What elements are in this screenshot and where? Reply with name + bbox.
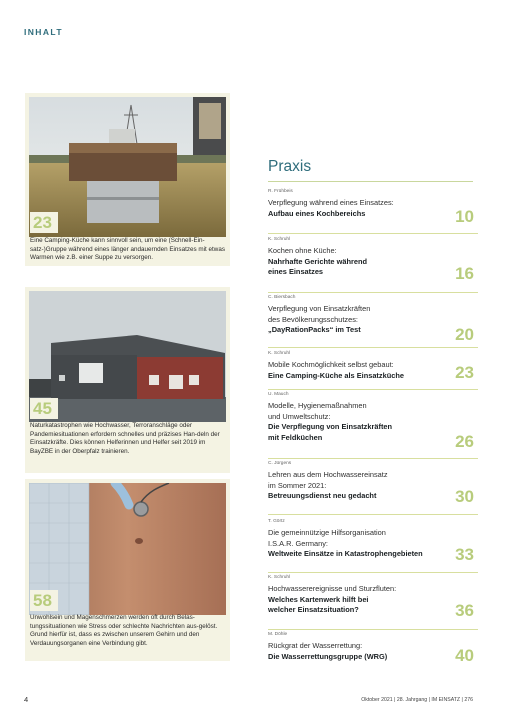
toc-title-line: und Umweltschutz: xyxy=(268,411,331,421)
toc-divider xyxy=(268,514,478,515)
panel-caption: Eine Camping-Küche kann sinnvoll sein, um eine (Schnell-Ein-satz-)Gruppe während eines länger andauernden Einsatzes mit etwas Warmen wie z.B. einer Suppe zu versorgen. xyxy=(30,237,225,262)
toc-page-number: 26 xyxy=(455,432,474,451)
toc-page-number: 16 xyxy=(455,264,474,283)
feature-panel-stomach-health xyxy=(25,479,230,661)
panel-page-number: 58 xyxy=(30,590,58,611)
section-header-label: INHALT xyxy=(24,27,63,37)
toc-subtitle-line: welcher Einsatzsituation? xyxy=(268,605,359,614)
toc-entry[interactable] xyxy=(268,295,478,353)
toc-title xyxy=(268,360,443,381)
toc-author: C. Biersbach xyxy=(268,295,296,300)
toc-subtitle-line: Nahrhafte Gerichte während xyxy=(268,256,367,266)
toc-subtitle-line: mit Feldküchen xyxy=(268,432,323,442)
toc-page-number: 20 xyxy=(455,325,474,344)
footer-page-number: 4 xyxy=(24,695,29,704)
toc-title-line: Verpflegung während eines Einsatzes: xyxy=(268,198,394,207)
toc-page-number: 23 xyxy=(455,363,474,382)
toc-divider xyxy=(268,572,478,573)
toc-divider xyxy=(268,458,478,459)
feature-panel-camping-kitchen xyxy=(25,93,230,266)
footer-issue-info: Oktober 2021 | 28. Jahrgang | IM EINSATZ | 276 xyxy=(361,697,473,703)
panel-caption: Naturkatastrophen wie Hochwasser, Terroranschläge oder Pandemiesituationen erfordern schnelles und präzises Han-deln der Einsatzkräfte. Dies können Helferinnen und Helfer seit 2019 im BayZBE in der Oberpfalz trainieren. xyxy=(30,422,220,455)
toc-divider xyxy=(268,389,478,390)
toc-title-line: Kochen ohne Küche: xyxy=(268,246,337,255)
toc-entry[interactable] xyxy=(268,237,478,295)
toc-title-line: Lehren aus dem Hochwassereinsatz xyxy=(268,470,388,479)
toc-page-number: 10 xyxy=(455,207,474,226)
toc-author: M. Döhle xyxy=(268,632,288,637)
panel-page-number: 23 xyxy=(30,212,58,233)
toc-title xyxy=(268,401,443,443)
toc-title xyxy=(268,198,443,219)
toc-title xyxy=(268,641,443,662)
toc-title xyxy=(268,528,443,560)
toc-subtitle-line: Welches Kartenwerk hilft bei xyxy=(268,594,369,604)
camping-kitchen-photo xyxy=(29,97,226,237)
toc-subtitle-line: Die Verpflegung von Einsatzkräften xyxy=(268,422,393,431)
toc-author: T. Görtz xyxy=(268,519,285,524)
toc-entry[interactable] xyxy=(268,575,478,633)
panel-caption: Unwohlsein und Magenschmerzen werden oft durch Belas-tungssituationen wie Stress oder schlechte Nachrichten aus-gelöst. Grund hierfür ist, dass es zwischen unserem Gehirn und den Verdauungsorganen eine Verbindung gibt. xyxy=(30,614,218,647)
toc-subtitle-line: Weltweite Einsätze in Katastrophengebieten xyxy=(268,549,423,558)
toc-author: K. Schruhl xyxy=(268,575,291,580)
toc-title xyxy=(268,304,443,336)
toc-title-line: Hochwasserereignisse und Sturzfluten: xyxy=(268,584,397,593)
toc-title-line: Die gemeinnützige Hilfsorganisation xyxy=(268,528,386,537)
toc-page-number: 40 xyxy=(455,646,474,665)
section-divider xyxy=(268,181,473,182)
toc-entry[interactable] xyxy=(268,461,478,519)
toc-author: K. Schruhl xyxy=(268,237,291,242)
section-title: Praxis xyxy=(268,158,312,175)
toc-entry[interactable] xyxy=(268,519,478,577)
panel-page-number: 45 xyxy=(30,398,58,419)
toc-entry[interactable] xyxy=(268,632,478,690)
toc-divider xyxy=(268,347,478,348)
toc-subtitle-line: eines Einsatzes xyxy=(268,267,324,276)
toc-title xyxy=(268,246,443,278)
toc-title-line: Verpflegung von Einsatzkräften xyxy=(268,304,371,313)
toc-divider xyxy=(268,292,478,293)
feature-panel-training-center xyxy=(25,287,230,473)
toc-title-line: I.S.A.R. Germany: xyxy=(268,538,328,548)
toc-title-line: im Sommer 2021: xyxy=(268,480,327,490)
training-center-photo xyxy=(29,291,226,422)
toc-title-line: Modelle, Hygienemaßnahmen xyxy=(268,401,367,410)
toc-author: C. Jürgens xyxy=(268,461,292,466)
toc-title-line: des Bevölkerungsschutzes: xyxy=(268,314,358,324)
toc-divider xyxy=(268,233,478,234)
toc-page-number: 33 xyxy=(455,545,474,564)
toc-subtitle-line: Aufbau eines Kochbereichs xyxy=(268,208,366,218)
toc-title-line: Mobile Kochmöglichkeit selbst gebaut: xyxy=(268,360,394,369)
toc-entry[interactable] xyxy=(268,392,478,450)
toc-page-number: 36 xyxy=(455,601,474,620)
toc-subtitle-line: Eine Camping-Küche als Einsatzküche xyxy=(268,370,404,380)
toc-subtitle-line: „DayRationPacks“ im Test xyxy=(268,325,361,334)
toc-subtitle-line: Betreuungsdienst neu gedacht xyxy=(268,491,377,500)
toc-title xyxy=(268,470,443,502)
toc-subtitle-line: Die Wasserrettungsgruppe (WRG) xyxy=(268,651,388,661)
toc-author: K. Schruhl xyxy=(268,351,291,356)
toc-page-number: 30 xyxy=(455,487,474,506)
toc-author: U. Mauch xyxy=(268,392,289,397)
toc-title xyxy=(268,584,443,616)
stomach-examination-photo xyxy=(29,483,226,615)
toc-title-line: Rückgrat der Wasserrettung: xyxy=(268,641,363,650)
toc-divider xyxy=(268,629,478,630)
toc-author: R. Frühbeis xyxy=(268,189,293,194)
